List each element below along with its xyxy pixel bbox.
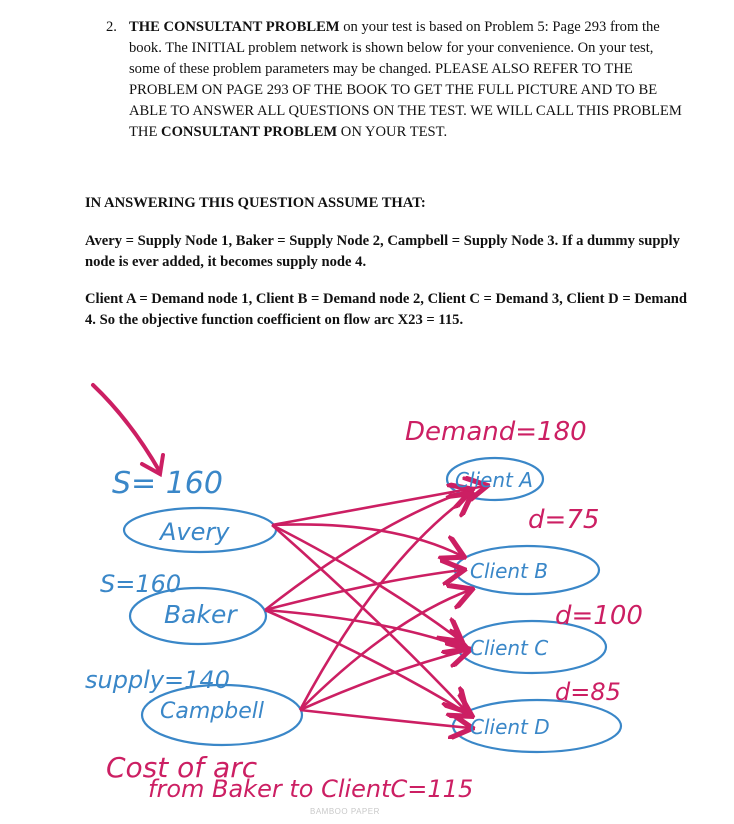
question-text-1: on your test is based on Problem 5: Page 293 from the book. The INITIAL problem network is shown below for your convenience. On your test, some of these problem parameters may be changed. PLEASE ALSO REFER TO THE PROBLEM ON PAGE 293 OF THE BOOK TO GET THE FULL PICTURE AND TO BE ABLE TO ANSWER ALL QUESTIONS ON THE TEST. WE WILL CALL THIS PROBLEM THE bbox=[129, 19, 682, 140]
campbell-supply-label: supply=140 bbox=[85, 666, 230, 694]
client-d-demand-label: d=85 bbox=[555, 678, 621, 706]
demand-node-definitions: Client A = Demand node 1, Client B = Demand node 2, Client C = Demand 3, Client D = Demand 4. So the objective function coefficient on flow arc X23 = 115. bbox=[85, 291, 688, 328]
problem-name: CONSULTANT PROBLEM bbox=[161, 124, 338, 140]
flow-arcs bbox=[265, 486, 485, 728]
client-b-demand-label: d=75 bbox=[528, 505, 600, 535]
network-diagram bbox=[0, 370, 734, 824]
question-text-2: ON YOUR TEST. bbox=[337, 124, 448, 140]
client-a-demand-label: Demand=180 bbox=[405, 417, 587, 447]
question-paragraph bbox=[106, 17, 686, 143]
baker-supply-label: S=160 bbox=[100, 570, 182, 598]
client-a-name: Client A bbox=[455, 468, 533, 492]
campbell-name: Campbell bbox=[160, 699, 264, 724]
cost-note-line-1: Cost of arc bbox=[106, 751, 258, 784]
baker-name: Baker bbox=[164, 600, 237, 629]
avery-name: Avery bbox=[160, 518, 230, 546]
avery-supply-label: S= 160 bbox=[112, 466, 223, 501]
client-c-name: Client C bbox=[470, 636, 549, 660]
supply-node-definitions: Avery = Supply Node 1, Baker = Supply Node 2, Campbell = Supply Node 3. If a dummy supply node is ever added, it becomes supply node 4. bbox=[85, 233, 680, 270]
assumptions-heading: IN ANSWERING THIS QUESTION ASSUME THAT: bbox=[85, 195, 426, 211]
question-body bbox=[129, 17, 686, 143]
pointer-arrow-icon bbox=[93, 385, 163, 474]
client-c-demand-label: d=100 bbox=[555, 601, 643, 631]
question-number: 2. bbox=[106, 19, 117, 35]
client-d-name: Client D bbox=[470, 715, 550, 739]
cost-note-line-2: from Baker to ClientC=115 bbox=[148, 775, 474, 803]
problem-title: THE CONSULTANT PROBLEM bbox=[129, 19, 340, 35]
client-b-name: Client B bbox=[470, 559, 548, 583]
watermark: BAMBOO PAPER bbox=[310, 807, 380, 816]
